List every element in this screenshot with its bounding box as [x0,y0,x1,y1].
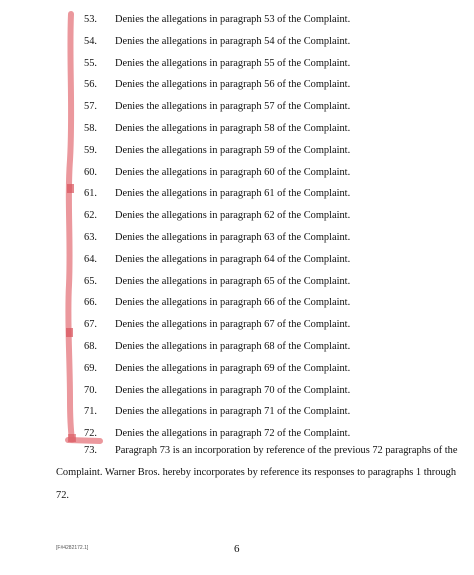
paragraph-text: Denies the allegations in paragraph 60 of the Complaint. [115,166,351,178]
paragraph-text: Denies the allegations in paragraph 68 of the Complaint. [115,340,351,352]
list-item [0,162,474,184]
paragraph-list [0,9,474,445]
paragraph-text: Denies the allegations in paragraph 72 of the Complaint. [115,428,351,440]
document-id-code: [F#4282172.1] [56,545,89,551]
paragraph-number: 64. [84,253,97,265]
paragraph-number: 53. [84,14,97,25]
list-item [0,96,474,118]
paragraph-number: 54. [84,35,97,47]
paragraph-number: 65. [84,275,97,287]
list-item [0,118,474,140]
list-item [0,249,474,271]
list-item [0,74,474,96]
paragraph-number: 55. [84,57,97,69]
paragraph-text: Denies the allegations in paragraph 61 of the Complaint. [115,188,351,200]
paragraph-number: 60. [84,166,97,178]
list-item [0,31,474,53]
list-item [0,380,474,402]
paragraph-number: 58. [84,122,97,134]
paragraph-number: 73. [84,445,97,456]
list-item [0,183,474,205]
paragraph-text-line-2: Complaint. Warner Bros. hereby incorporates by reference its responses to paragraphs 1 through [56,467,457,478]
list-item [0,140,474,162]
list-item [0,227,474,249]
paragraph-number: 68. [84,340,97,352]
list-item [0,401,474,423]
paragraph-number: 70. [84,384,97,396]
paragraph-number: 67. [84,319,97,331]
paragraph-text: Denies the allegations in paragraph 64 of the Complaint. [115,253,351,265]
paragraph-text-line-3: 72. [56,490,69,501]
paragraph-text: Denies the allegations in paragraph 56 of the Complaint. [115,79,351,91]
paragraph-number: 61. [84,188,97,200]
paragraph-text: Denies the allegations in paragraph 53 of the Complaint. [115,14,351,25]
list-item [0,292,474,314]
paragraph-text: Denies the allegations in paragraph 63 of the Complaint. [115,231,351,243]
paragraph-number: 69. [84,362,97,374]
paragraph-number: 56. [84,79,97,91]
list-item [0,53,474,75]
paragraph-number: 63. [84,231,97,243]
paragraph-number: 59. [84,144,97,156]
paragraph-number: 57. [84,101,97,113]
paragraph-text: Denies the allegations in paragraph 66 of the Complaint. [115,297,351,309]
paragraph-text: Denies the allegations in paragraph 55 of the Complaint. [115,57,351,69]
paragraph-text: Denies the allegations in paragraph 65 of the Complaint. [115,275,351,287]
list-item [0,205,474,227]
paragraph-text: Denies the allegations in paragraph 57 of the Complaint. [115,101,351,113]
page-number: 6 [234,543,240,555]
paragraph-text: Denies the allegations in paragraph 67 of the Complaint. [115,319,351,331]
paragraph-text: Denies the allegations in paragraph 62 of the Complaint. [115,210,351,222]
paragraph-text: Denies the allegations in paragraph 71 of the Complaint. [115,406,351,418]
paragraph-text: Denies the allegations in paragraph 54 of the Complaint. [115,35,351,47]
paragraph-text-line-1: Paragraph 73 is an incorporation by reference of the previous 72 paragraphs of the [115,445,458,456]
paragraph-text: Denies the allegations in paragraph 69 of the Complaint. [115,362,351,374]
paragraph-text: Denies the allegations in paragraph 58 of the Complaint. [115,122,351,134]
paragraph-number: 71. [84,406,97,418]
paragraph-number: 62. [84,210,97,222]
list-item [0,314,474,336]
list-item [0,358,474,380]
paragraph-number: 72. [84,428,97,440]
list-item [0,9,474,31]
list-item [0,423,474,445]
paragraph-text: Denies the allegations in paragraph 59 of the Complaint. [115,144,351,156]
list-item [0,336,474,358]
paragraph-text: Denies the allegations in paragraph 70 of the Complaint. [115,384,351,396]
paragraph-number: 66. [84,297,97,309]
list-item [0,271,474,293]
